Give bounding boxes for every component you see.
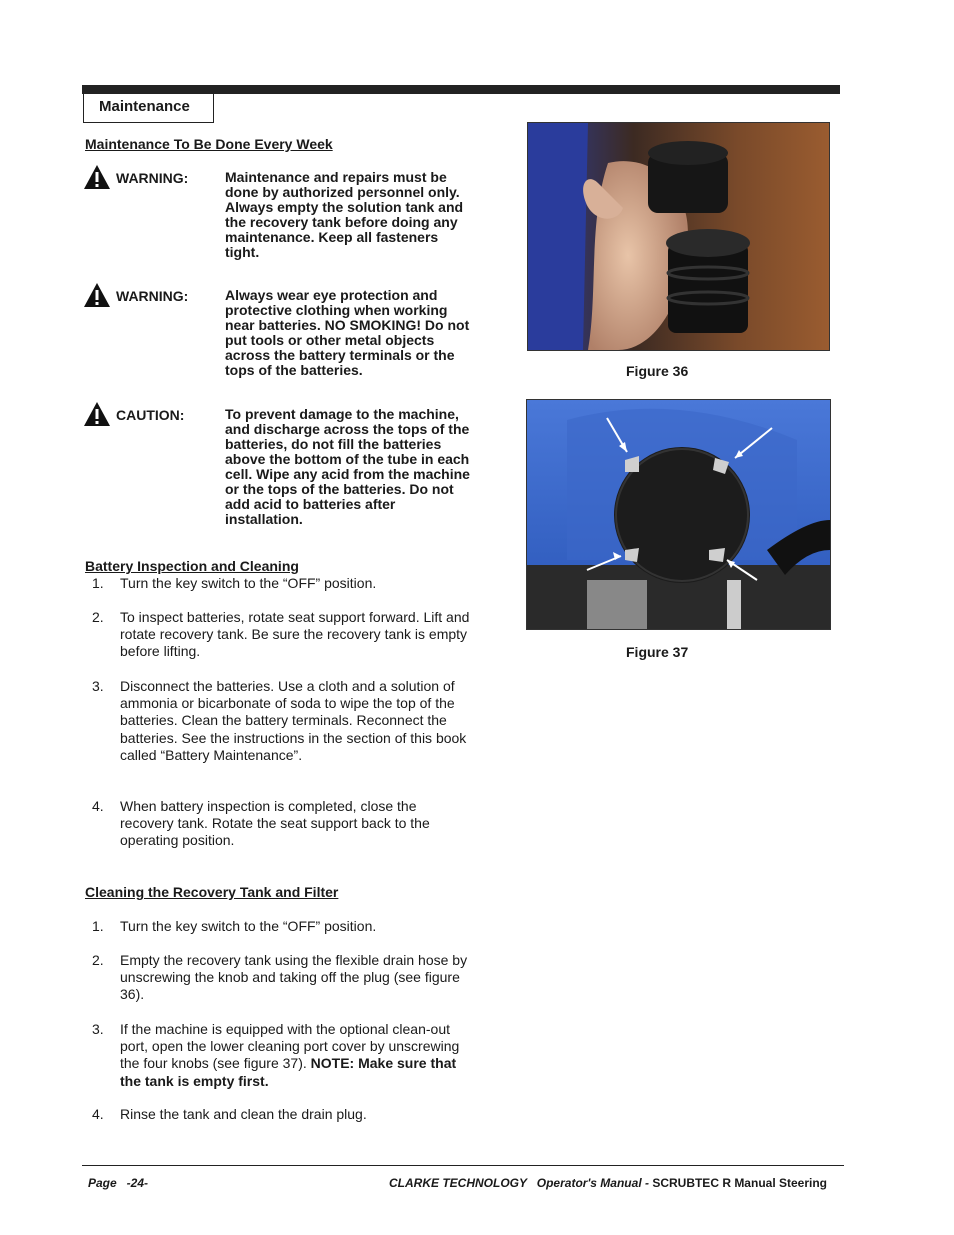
step-number: 3. xyxy=(92,678,104,694)
step-number: 1. xyxy=(92,575,104,591)
notice-label: WARNING: xyxy=(116,170,189,186)
step-text: Empty the recovery tank using the flexible drain hose by unscrewing the knob and taking off the plug (see figure 36). xyxy=(120,952,468,1003)
step-text: To inspect batteries, rotate seat support forward. Lift and rotate recovery tank. Be sure the recovery tank is empty before lifting. xyxy=(120,609,470,660)
step-note: NOTE: Make sure that the tank is empty first. xyxy=(120,1055,457,1089)
drain-plug-image xyxy=(528,123,829,350)
step-text: When battery inspection is completed, close the recovery tank. Rotate the seat support back to the operating position. xyxy=(120,798,430,849)
manual-title: CLARKE TECHNOLOGY Operator's Manual - xyxy=(388,1176,653,1190)
recovery-heading: Cleaning the Recovery Tank and Filter xyxy=(85,884,339,900)
notice-text: Maintenance and repairs must be done by authorized personnel only. Always empty the solution tank and the recovery tank before doing any maintenance. Keep all fasteners tight. xyxy=(225,169,464,260)
step-number: 1. xyxy=(92,918,104,934)
step-number: 4. xyxy=(92,1106,104,1122)
notice-label: CAUTION: xyxy=(116,407,185,423)
footer-manual-title xyxy=(389,1176,827,1190)
step-text xyxy=(120,1021,470,1090)
step-body: If the machine is equipped with the optional clean-out port, open the lower cleaning port cover by unscrewing the four knobs (see figure 37). xyxy=(120,1021,460,1072)
battery-heading: Battery Inspection and Cleaning xyxy=(85,558,299,574)
product-name: SCRUBTEC R Manual Steering xyxy=(652,1176,827,1190)
notice-text: Always wear eye protection and protective clothing when working near batteries. NO SMOKING! Do not put tools or other metal objects across the battery terminals or the tops of the batteries. xyxy=(225,287,470,378)
notice-label: WARNING: xyxy=(116,288,189,304)
figure-36-photo xyxy=(527,122,830,351)
figure-37-photo xyxy=(526,399,831,630)
step-number: 3. xyxy=(92,1021,104,1037)
step-number: 2. xyxy=(92,609,104,625)
step-number: 2. xyxy=(92,952,104,968)
section-title: Maintenance xyxy=(83,93,214,123)
footer-rule xyxy=(82,1165,844,1166)
step-text: Turn the key switch to the “OFF” position. xyxy=(120,575,377,591)
figure-37-caption: Figure 37 xyxy=(626,644,689,660)
warning-triangle-icon xyxy=(83,282,111,308)
cleanout-port-image xyxy=(527,400,830,629)
figure-36-caption: Figure 36 xyxy=(626,363,689,379)
step-text: Rinse the tank and clean the drain plug. xyxy=(120,1106,367,1122)
step-text: Disconnect the batteries. Use a cloth and a solution of ammonia or bicarbonate of soda to wipe the top of the batteries. Clean the battery terminals. Reconnect the batteries. See the instructions in the section of this book called “Battery Maintenance”. xyxy=(120,678,467,763)
notice-text: To prevent damage to the machine, and discharge across the tops of the batteries, do not fill the batteries above the bottom of the tube in each cell. Wipe any acid from the machine or the tops of the batteries. Do not add acid to batteries after installation. xyxy=(225,406,470,527)
page-number: Page -24- xyxy=(88,1176,149,1190)
warning-triangle-icon xyxy=(83,401,111,427)
warning-triangle-icon xyxy=(83,164,111,190)
step-text: Turn the key switch to the “OFF” position. xyxy=(120,918,377,934)
weekly-heading: Maintenance To Be Done Every Week xyxy=(85,136,333,152)
step-number: 4. xyxy=(92,798,104,814)
